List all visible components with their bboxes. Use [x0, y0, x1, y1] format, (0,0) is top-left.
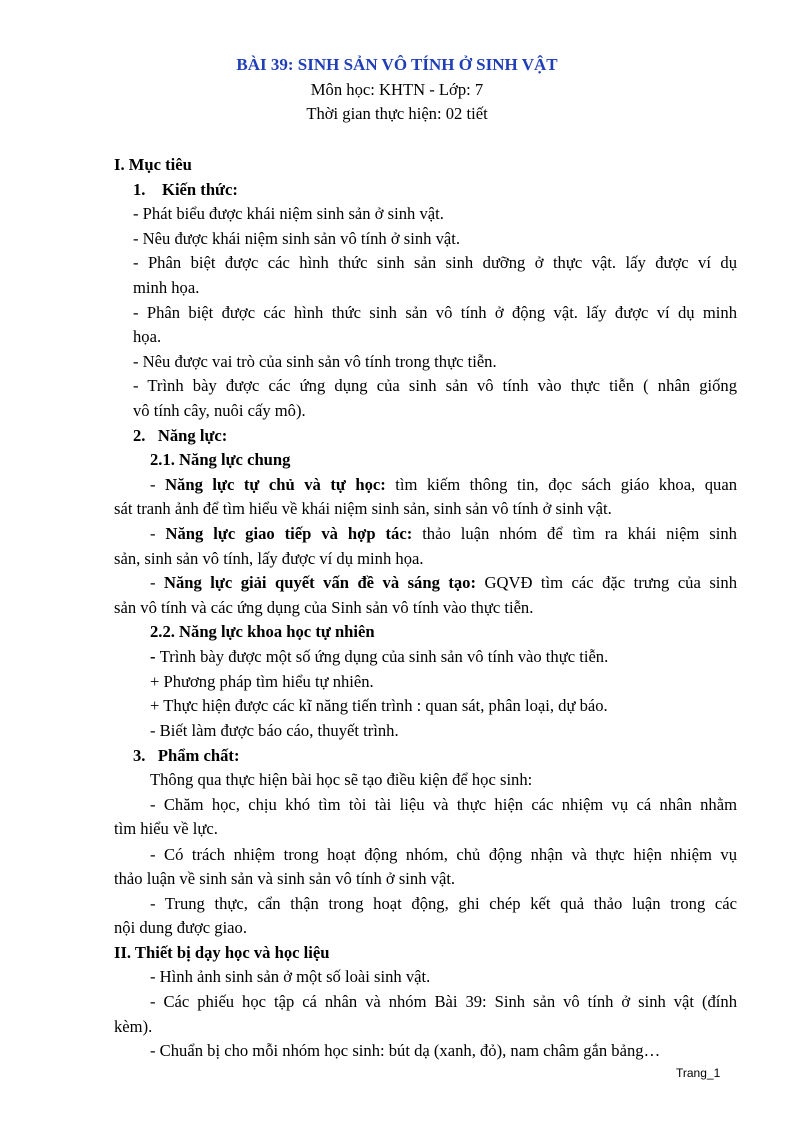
- duration-line: Thời gian thực hiện: 02 tiết: [306, 104, 488, 123]
- knowledge-item: - Phân biệt được các hình thức sinh sản sinh dưỡng ở thực vật. lấy được ví dụ: [133, 253, 737, 272]
- quality-intro: Thông qua thực hiện bài học sẽ tạo điều kiện để học sinh:: [150, 770, 533, 789]
- communication-line: - Năng lực giao tiếp và hợp tác: thảo luận nhóm để tìm ra khái niệm sinh: [150, 524, 737, 543]
- knowledge-item-cont: minh họa.: [133, 278, 200, 297]
- self-study-text: tìm kiếm thông tin, đọc sách giáo khoa, quan: [385, 475, 737, 494]
- self-study-line: - Năng lực tự chủ và tự học: tìm kiếm thông tin, đọc sách giáo khoa, quan: [150, 475, 737, 494]
- knowledge-item: - Nêu được khái niệm sinh sản vô tính ở sinh vật.: [133, 229, 461, 248]
- knowledge-item: - Phân biệt được các hình thức sinh sản vô tính ở động vật. lấy được ví dụ minh: [133, 303, 737, 322]
- communication-label: Năng lực giao tiếp và hợp tác:: [165, 524, 413, 543]
- general-competence-heading: 2.1. Năng lực chung: [150, 450, 291, 469]
- quality-item-cont: nội dung được giao.: [114, 918, 247, 937]
- competence-heading: 2. Năng lực:: [133, 426, 228, 445]
- problem-solving-text: GQVĐ tìm các đặc trưng của sinh: [476, 573, 737, 592]
- problem-solving-cont: sản vô tính và các ứng dụng của Sinh sản vô tính vào thực tiễn.: [114, 598, 534, 617]
- page-number: Trang_1: [676, 1066, 721, 1080]
- quality-item: - Chăm học, chịu khó tìm tòi tài liệu và thực hiện các nhiệm vụ cá nhân nhằm: [150, 795, 737, 814]
- equipment-item: - Chuẩn bị cho mỗi nhóm học sinh: bút dạ (xanh, đỏ), nam châm gắn bảng…: [150, 1041, 661, 1060]
- science-item: - Biết làm được báo cáo, thuyết trình.: [150, 721, 399, 740]
- section-equipment-heading: II. Thiết bị dạy học và học liệu: [114, 943, 330, 962]
- self-study-label: Năng lực tự chủ và tự học:: [165, 475, 386, 494]
- science-item: + Thực hiện được các kĩ năng tiến trình : quan sát, phân loại, dự báo.: [150, 696, 608, 715]
- knowledge-item: - Trình bày được các ứng dụng của sinh sản vô tính vào thực tiễn ( nhân giống: [133, 376, 737, 395]
- problem-solving-line: - Năng lực giải quyết vấn đề và sáng tạo: GQVĐ tìm các đặc trưng của sinh: [150, 573, 737, 592]
- knowledge-item-cont: vô tính cây, nuôi cấy mô).: [133, 401, 306, 420]
- equipment-item: - Hình ảnh sinh sản ở một số loài sinh vật.: [150, 967, 431, 986]
- problem-solving-label: Năng lực giải quyết vấn đề và sáng tạo:: [164, 573, 477, 592]
- knowledge-item: - Phát biểu được khái niệm sinh sản ở sinh vật.: [133, 204, 444, 223]
- quality-item: - Có trách nhiệm trong hoạt động nhóm, chủ động nhận và thực hiện nhiệm vụ: [150, 845, 737, 864]
- knowledge-item: - Nêu được vai trò của sinh sản vô tính trong thực tiễn.: [133, 352, 497, 371]
- self-study-cont: sát tranh ảnh để tìm hiểu về khái niệm sinh sản, sinh sản vô tính ở sinh vật.: [114, 499, 612, 518]
- quality-item-cont: thảo luận về sinh sản và sinh sản vô tính ở sinh vật.: [114, 869, 456, 888]
- knowledge-heading: 1. Kiến thức:: [133, 180, 238, 199]
- equipment-item-cont: kèm).: [114, 1017, 153, 1036]
- section-objectives-heading: I. Mục tiêu: [114, 155, 192, 174]
- quality-heading: 3. Phẩm chất:: [133, 746, 240, 765]
- science-competence-heading: 2.2. Năng lực khoa học tự nhiên: [150, 622, 375, 641]
- knowledge-item-cont: họa.: [133, 327, 162, 346]
- communication-text: thảo luận nhóm để tìm ra khái niệm sinh: [412, 524, 737, 543]
- quality-item-cont: tìm hiểu về lực.: [114, 819, 218, 838]
- quality-item: - Trung thực, cẩn thận trong hoạt động, ghi chép kết quả thảo luận trong các: [150, 894, 737, 913]
- lesson-title: BÀI 39: SINH SẢN VÔ TÍNH Ở SINH VẬT: [236, 55, 558, 74]
- subject-line: Môn học: KHTN - Lớp: 7: [310, 80, 484, 99]
- communication-cont: sản, sinh sản vô tính, lấy được ví dụ minh họa.: [114, 549, 424, 568]
- science-item: - Trình bày được một số ứng dụng của sinh sản vô tính vào thực tiễn.: [150, 647, 609, 666]
- equipment-item: - Các phiếu học tập cá nhân và nhóm Bài 39: Sinh sản vô tính ở sinh vật (đính: [150, 992, 737, 1011]
- science-item: + Phương pháp tìm hiểu tự nhiên.: [150, 672, 374, 691]
